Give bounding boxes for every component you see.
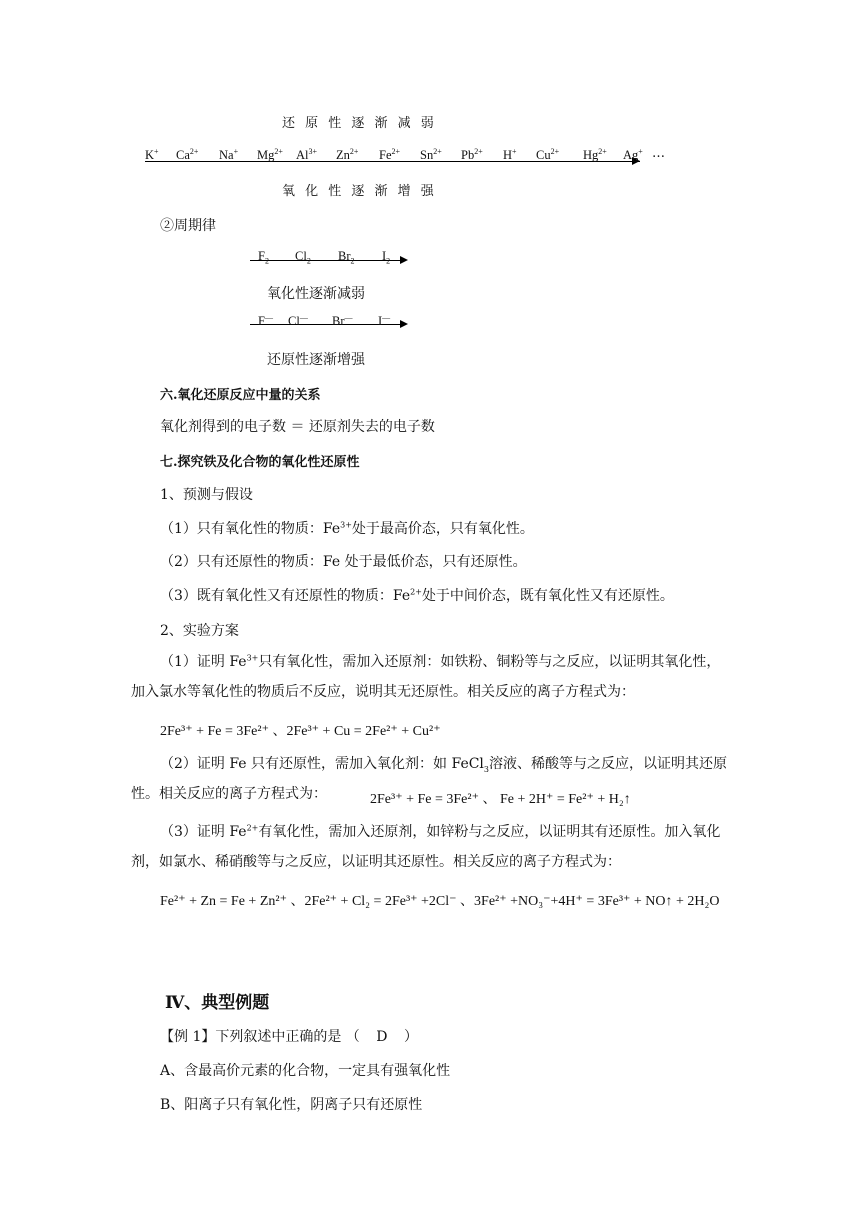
ion-al: $Al^{3+}$ [296, 146, 318, 162]
experiment-3-rest: 有氧化性，需加入还原剂，如锌粉与之反应，以证明其有还原性。加入氧化剂，如氯水、稀硝酸等与之反应，以证明其还原性。相关反应的离子方程式为： [131, 824, 721, 870]
halogen-cl2: $Cl_2$ [295, 249, 311, 266]
ion-zn: $Zn^{2+}$ [336, 146, 359, 162]
periodic-law-label: ②周期律 [160, 218, 216, 234]
halide-arrowhead [400, 320, 408, 328]
halogen-trend-label: 氧化性逐渐减弱 [267, 286, 365, 302]
halogen-series [250, 249, 410, 269]
equation-2: 2Fe³⁺ + Fe = 3Fe²⁺ 、 Fe + 2H⁺ = Fe²⁺ + H₂↑ [370, 792, 631, 807]
electron-balance-text: 氧化剂得到的电子数 ＝ 还原剂失去的电子数 [160, 419, 435, 435]
halide-cl: Cl— [288, 312, 308, 328]
ion-ca: $Ca^{2+}$ [176, 146, 199, 162]
halide-f: F— [258, 312, 273, 328]
experiment-2-lead: （2）证明 Fe 只有还原性，需加入氧化剂：如 FeCl [160, 756, 484, 772]
experiment-1-lead: （1）证明 Fe [160, 654, 247, 670]
experiment-3 [131, 817, 731, 877]
example-1-answer: D [376, 1029, 388, 1045]
ion-hg: $Hg^{2+}$ [583, 146, 607, 162]
option-a: A、含最高价元素的化合物，一定具有强氧化性 [160, 1063, 451, 1079]
halide-i: I— [378, 312, 391, 328]
prediction-1-lead: （1）只有氧化性的物质：Fe [160, 521, 341, 537]
fe2-charge: 2+ [410, 587, 422, 597]
experiment-1-rest: 只有氧化性，需加入还原剂：如铁粉、铜粉等与之反应，以证明其氧化性，加入氯水等氧化性的物质后不反应，说明其无还原性。相关反应的离子方程式为： [131, 654, 721, 700]
halogen-arrowhead [400, 256, 408, 264]
ion-na: Na+ [219, 146, 239, 162]
ion-ag: Ag+ [623, 146, 643, 162]
ion-h: H+ [503, 146, 517, 162]
ion-fe: $Fe^{2+}$ [379, 146, 401, 162]
equation-1: 2Fe³⁺ + Fe = 3Fe²⁺ 、2Fe³⁺ + Cu = 2Fe²⁺ + Cu²⁺ [160, 724, 441, 739]
oxidation-trend-label: 氧 化 性 逐 渐 增 强 [282, 184, 437, 199]
cl3-subscript: 3 [483, 764, 490, 774]
reduction-trend-label: 还 原 性 逐 渐 减 弱 [282, 116, 437, 131]
prediction-1 [160, 518, 534, 538]
fe3-charge: 3+ [340, 520, 352, 530]
subsection-prediction: 1、预测与假设 [160, 487, 253, 503]
halogen-i2: $I_2$ [382, 249, 391, 266]
section-7-heading: 七.探究铁及化合物的氧化性还原性 [160, 455, 360, 470]
halide-series [250, 314, 410, 334]
ion-k: K+ [145, 146, 159, 162]
prediction-3-rest: 处于中间价态，既有氧化性又有还原性。 [421, 588, 674, 604]
experiment-2-rest: 溶液、稀酸等与之反应，以证明其还原性。相关反应的离子方程式为： [131, 756, 728, 802]
ion-mg: $Mg^{2+}$ [257, 146, 283, 162]
prediction-1-rest: 处于最高价态，只有氧化性。 [351, 521, 534, 537]
halogen-arrow-line [250, 260, 400, 261]
prediction-3-lead: （3）既有氧化性又有还原性的物质：Fe [160, 588, 411, 604]
experiment-3-lead: （3）证明 Fe [160, 824, 247, 840]
halide-trend-label: 还原性逐渐增强 [267, 352, 365, 368]
halide-br: Br— [332, 312, 353, 328]
option-b: B、阳离子只有氧化性，阴离子只有还原性 [160, 1097, 423, 1113]
section-iv-heading: Ⅳ、典型例题 [165, 993, 270, 1013]
subsection-experiment: 2、实验方案 [160, 623, 239, 639]
ions-ellipsis: … [652, 146, 665, 161]
fe3-charge: 3+ [246, 653, 259, 663]
example-1 [160, 1026, 418, 1046]
experiment-1 [131, 647, 731, 707]
example-1-question: 【例 1】下列叙述中正确的是 （ [160, 1029, 360, 1045]
prediction-3 [160, 585, 674, 605]
halogen-f2: $F_2$ [258, 249, 269, 266]
example-1-close: ） [403, 1029, 418, 1045]
prediction-2: （2）只有还原性的物质：Fe 处于最低价态，只有还原性。 [160, 554, 527, 570]
ion-sn: $Sn^{2+}$ [420, 146, 442, 162]
equation-3: Fe²⁺ + Zn = Fe + Zn²⁺ 、2Fe²⁺ + Cl₂ = 2Fe³⁺ +2Cl⁻ 、3Fe²⁺ +NO₃⁻+4H⁺ = 3Fe³⁺ + NO↑ + 2H₂O [160, 894, 720, 909]
ion-cu: $Cu^{2+}$ [536, 146, 560, 162]
halogen-br2: $Br_2$ [338, 249, 355, 266]
fe2-charge: 2+ [246, 823, 259, 833]
section-6-heading: 六.氧化还原反应中量的关系 [160, 388, 321, 403]
ion-pb: $Pb^{2+}$ [461, 146, 483, 162]
